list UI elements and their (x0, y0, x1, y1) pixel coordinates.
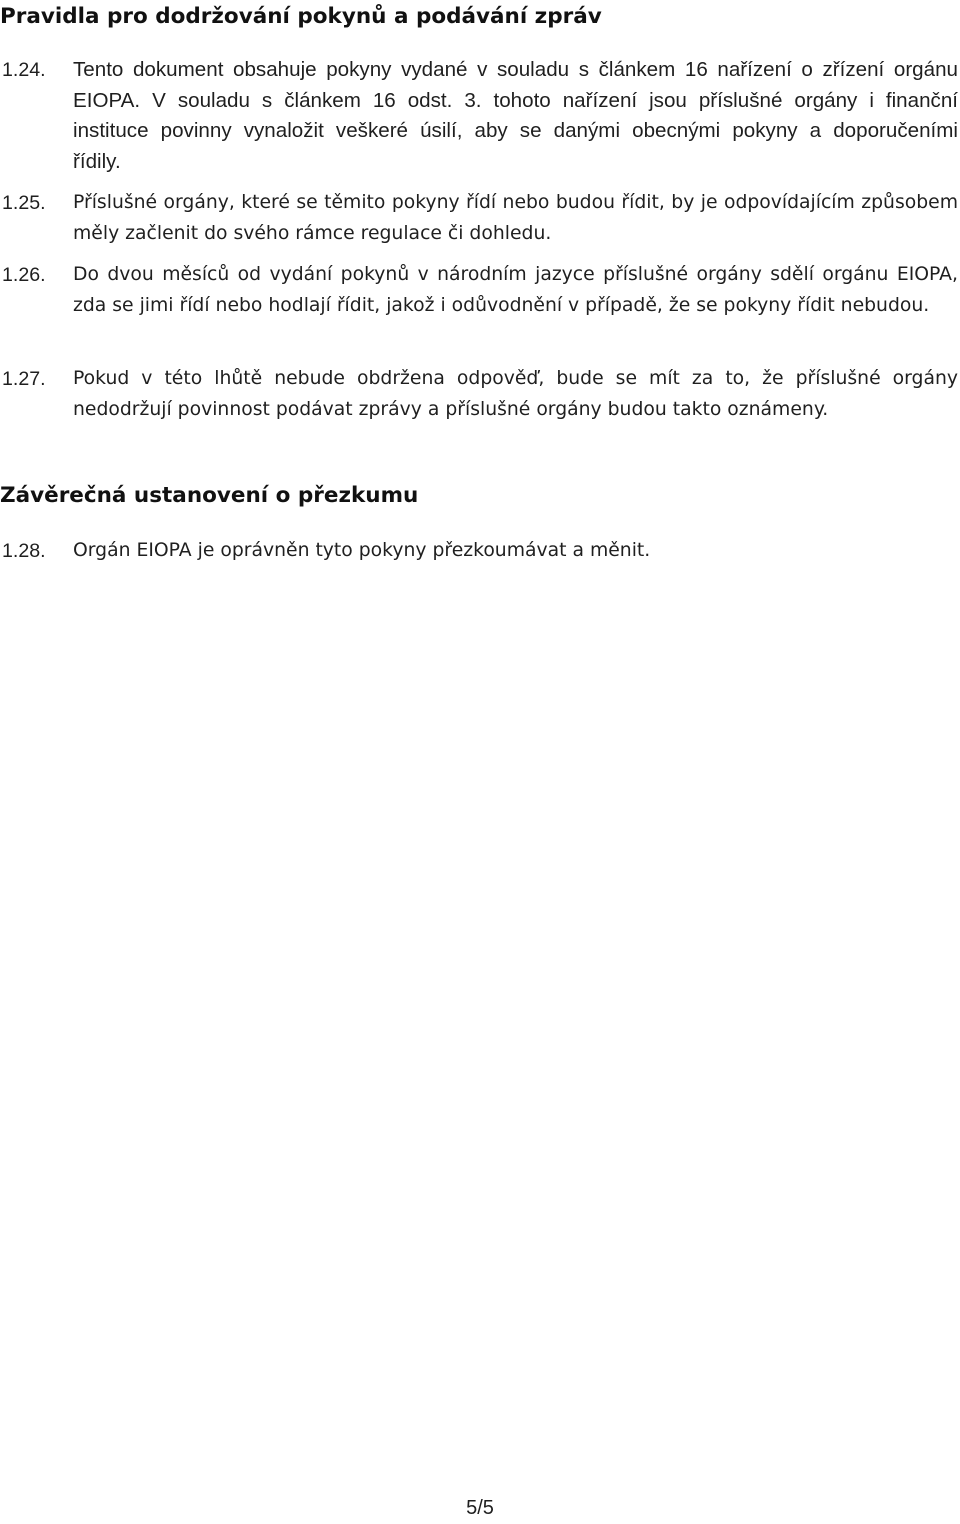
page-number: 5/5 (466, 1497, 494, 1519)
paragraph-1-28 (2, 536, 958, 567)
paragraph-number: 1.27. (2, 368, 46, 390)
paragraph-number: 1.25. (2, 192, 46, 214)
paragraph-number: 1.26. (2, 264, 46, 286)
paragraph-1-25 (2, 188, 958, 249)
paragraph-text: Do dvou měsíců od vydání pokynů v národním jazyce příslušné orgány sdělí orgánu EIOPA, zda se jimi řídí nebo hodlají řídit, jakož i odůvodnění v případě, že se pokyny řídit nebudou. (73, 264, 958, 316)
paragraph-1-26 (2, 260, 958, 321)
paragraph-text: Tento dokument obsahuje pokyny vydané v souladu s článkem 16 nařízení o zřízení orgánu EIOPA. V souladu s článkem 16 odst. 3. tohoto nařízení jsou příslušné orgány i finanční instituce povinny vynaložit veškeré úsilí, aby se danými obecnými pokyny a doporučeními řídily. (73, 58, 958, 173)
paragraph-1-27 (2, 364, 958, 425)
paragraph-text: Orgán EIOPA je oprávněn tyto pokyny přezkoumávat a měnit. (73, 540, 651, 561)
section-title-compliance: Pravidla pro dodržování pokynů a podávání zpráv (0, 4, 602, 29)
paragraph-text: Pokud v této lhůtě nebude obdržena odpověď, bude se mít za to, že příslušné orgány nedodržují povinnost podávat zprávy a příslušné orgány budou takto oznámeny. (73, 368, 958, 420)
paragraph-1-24 (2, 55, 958, 177)
paragraph-number: 1.28. (2, 540, 46, 562)
section-title-review: Závěrečná ustanovení o přezkumu (0, 483, 419, 508)
paragraph-number: 1.24. (2, 59, 46, 81)
paragraph-text: Příslušné orgány, které se těmito pokyny řídí nebo budou řídit, by je odpovídajícím způsobem měly začlenit do svého rámce regulace či dohledu. (73, 192, 958, 244)
